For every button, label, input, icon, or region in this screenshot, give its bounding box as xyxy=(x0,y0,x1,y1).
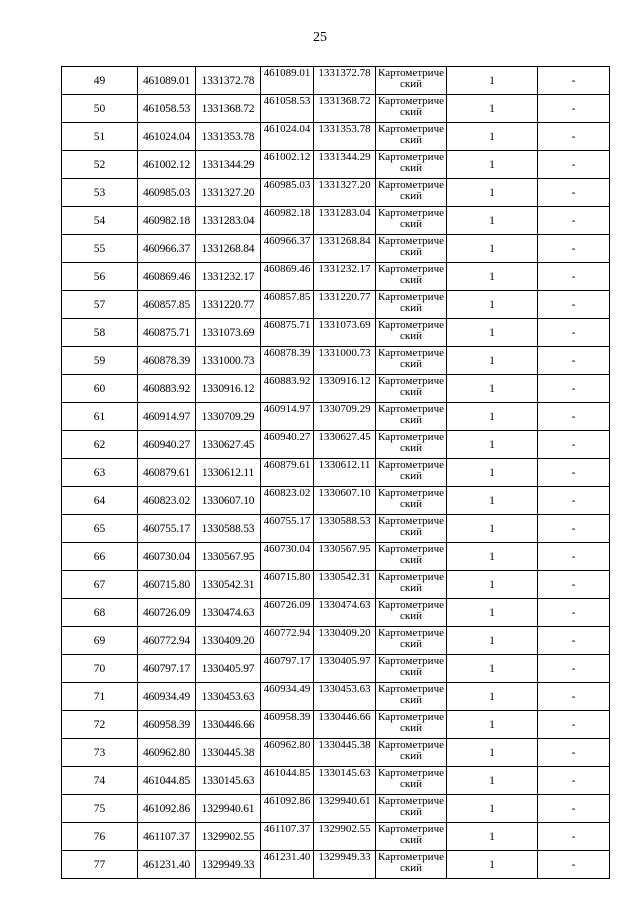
accuracy-cell: 1 xyxy=(447,487,538,515)
table-row xyxy=(62,319,610,347)
accuracy-cell: 1 xyxy=(447,515,538,543)
y-coordinate-existing-cell: 1329940.61 xyxy=(314,795,376,823)
table-row xyxy=(62,431,610,459)
y-coordinate-cell: 1330627.45 xyxy=(196,431,261,459)
x-coordinate-existing-cell: 460715.80 xyxy=(261,571,314,599)
y-coordinate-cell: 1329949.33 xyxy=(196,851,261,879)
note-cell: - xyxy=(538,795,610,823)
y-coordinate-existing-cell: 1331073.69 xyxy=(314,319,376,347)
method-cell: Картометрический xyxy=(376,767,447,795)
x-coordinate-cell: 461024.04 xyxy=(138,123,196,151)
method-cell: Картометрический xyxy=(376,543,447,571)
x-coordinate-existing-cell: 460914.97 xyxy=(261,403,314,431)
accuracy-cell: 1 xyxy=(447,375,538,403)
x-coordinate-cell: 460940.27 xyxy=(138,431,196,459)
x-coordinate-cell: 461002.12 xyxy=(138,151,196,179)
y-coordinate-existing-cell: 1330916.12 xyxy=(314,375,376,403)
note-cell: - xyxy=(538,487,610,515)
x-coordinate-cell: 460772.94 xyxy=(138,627,196,655)
table-row xyxy=(62,711,610,739)
y-coordinate-existing-cell: 1330409.20 xyxy=(314,627,376,655)
note-cell: - xyxy=(538,263,610,291)
note-cell: - xyxy=(538,739,610,767)
y-coordinate-existing-cell: 1330446.66 xyxy=(314,711,376,739)
table-row xyxy=(62,235,610,263)
method-cell: Картометрический xyxy=(376,319,447,347)
point-number-cell: 52 xyxy=(62,151,138,179)
x-coordinate-existing-cell: 460875.71 xyxy=(261,319,314,347)
point-number-cell: 55 xyxy=(62,235,138,263)
x-coordinate-cell: 460857.85 xyxy=(138,291,196,319)
note-cell: - xyxy=(538,67,610,95)
table-row xyxy=(62,767,610,795)
x-coordinate-existing-cell: 460726.09 xyxy=(261,599,314,627)
table-row xyxy=(62,95,610,123)
x-coordinate-existing-cell: 460985.03 xyxy=(261,179,314,207)
y-coordinate-existing-cell: 1331268.84 xyxy=(314,235,376,263)
point-number-cell: 49 xyxy=(62,67,138,95)
table-row xyxy=(62,683,610,711)
y-coordinate-existing-cell: 1331353.78 xyxy=(314,123,376,151)
x-coordinate-cell: 461044.85 xyxy=(138,767,196,795)
y-coordinate-existing-cell: 1331372.78 xyxy=(314,67,376,95)
point-number-cell: 62 xyxy=(62,431,138,459)
x-coordinate-cell: 460823.02 xyxy=(138,487,196,515)
point-number-cell: 64 xyxy=(62,487,138,515)
method-cell: Картометрический xyxy=(376,515,447,543)
accuracy-cell: 1 xyxy=(447,67,538,95)
point-number-cell: 57 xyxy=(62,291,138,319)
point-number-cell: 71 xyxy=(62,683,138,711)
y-coordinate-cell: 1330916.12 xyxy=(196,375,261,403)
method-cell: Картометрический xyxy=(376,571,447,599)
x-coordinate-cell: 460962.80 xyxy=(138,739,196,767)
x-coordinate-cell: 461089.01 xyxy=(138,67,196,95)
x-coordinate-cell: 460878.39 xyxy=(138,347,196,375)
note-cell: - xyxy=(538,347,610,375)
y-coordinate-cell: 1331368.72 xyxy=(196,95,261,123)
y-coordinate-cell: 1331268.84 xyxy=(196,235,261,263)
y-coordinate-existing-cell: 1331344.29 xyxy=(314,151,376,179)
method-cell: Картометрический xyxy=(376,95,447,123)
y-coordinate-cell: 1330607.10 xyxy=(196,487,261,515)
accuracy-cell: 1 xyxy=(447,823,538,851)
x-coordinate-existing-cell: 461044.85 xyxy=(261,767,314,795)
y-coordinate-existing-cell: 1330453.63 xyxy=(314,683,376,711)
x-coordinate-cell: 460966.37 xyxy=(138,235,196,263)
table-row xyxy=(62,291,610,319)
y-coordinate-cell: 1330542.31 xyxy=(196,571,261,599)
x-coordinate-existing-cell: 460857.85 xyxy=(261,291,314,319)
y-coordinate-existing-cell: 1330567.95 xyxy=(314,543,376,571)
note-cell: - xyxy=(538,571,610,599)
y-coordinate-cell: 1331372.78 xyxy=(196,67,261,95)
accuracy-cell: 1 xyxy=(447,795,538,823)
point-number-cell: 73 xyxy=(62,739,138,767)
page-number: 25 xyxy=(313,30,327,45)
method-cell: Картометрический xyxy=(376,851,447,879)
accuracy-cell: 1 xyxy=(447,767,538,795)
point-number-cell: 74 xyxy=(62,767,138,795)
y-coordinate-cell: 1330612.11 xyxy=(196,459,261,487)
y-coordinate-cell: 1330453.63 xyxy=(196,683,261,711)
y-coordinate-cell: 1331000.73 xyxy=(196,347,261,375)
point-number-cell: 70 xyxy=(62,655,138,683)
method-cell: Картометрический xyxy=(376,123,447,151)
point-number-cell: 63 xyxy=(62,459,138,487)
y-coordinate-cell: 1331344.29 xyxy=(196,151,261,179)
accuracy-cell: 1 xyxy=(447,291,538,319)
y-coordinate-existing-cell: 1330405.97 xyxy=(314,655,376,683)
x-coordinate-existing-cell: 461107.37 xyxy=(261,823,314,851)
table-row xyxy=(62,739,610,767)
table-row xyxy=(62,851,610,879)
y-coordinate-cell: 1331073.69 xyxy=(196,319,261,347)
table-row xyxy=(62,627,610,655)
method-cell: Картометрический xyxy=(376,683,447,711)
note-cell: - xyxy=(538,767,610,795)
accuracy-cell: 1 xyxy=(447,459,538,487)
x-coordinate-cell: 460730.04 xyxy=(138,543,196,571)
coordinates-table xyxy=(61,66,610,879)
table-row xyxy=(62,151,610,179)
x-coordinate-existing-cell: 460966.37 xyxy=(261,235,314,263)
point-number-cell: 53 xyxy=(62,179,138,207)
y-coordinate-existing-cell: 1331000.73 xyxy=(314,347,376,375)
x-coordinate-cell: 460879.61 xyxy=(138,459,196,487)
point-number-cell: 50 xyxy=(62,95,138,123)
point-number-cell: 68 xyxy=(62,599,138,627)
y-coordinate-existing-cell: 1329949.33 xyxy=(314,851,376,879)
y-coordinate-existing-cell: 1330474.63 xyxy=(314,599,376,627)
note-cell: - xyxy=(538,207,610,235)
y-coordinate-cell: 1331220.77 xyxy=(196,291,261,319)
method-cell: Картометрический xyxy=(376,823,447,851)
y-coordinate-existing-cell: 1330145.63 xyxy=(314,767,376,795)
y-coordinate-existing-cell: 1330627.45 xyxy=(314,431,376,459)
x-coordinate-cell: 461231.40 xyxy=(138,851,196,879)
y-coordinate-cell: 1330405.97 xyxy=(196,655,261,683)
x-coordinate-existing-cell: 460940.27 xyxy=(261,431,314,459)
table-row xyxy=(62,655,610,683)
accuracy-cell: 1 xyxy=(447,711,538,739)
y-coordinate-cell: 1330474.63 xyxy=(196,599,261,627)
y-coordinate-existing-cell: 1331232.17 xyxy=(314,263,376,291)
x-coordinate-existing-cell: 460958.39 xyxy=(261,711,314,739)
x-coordinate-existing-cell: 461024.04 xyxy=(261,123,314,151)
point-number-cell: 65 xyxy=(62,515,138,543)
table-row xyxy=(62,347,610,375)
x-coordinate-cell: 460914.97 xyxy=(138,403,196,431)
method-cell: Картометрический xyxy=(376,375,447,403)
coordinates-table-body xyxy=(62,67,610,879)
accuracy-cell: 1 xyxy=(447,627,538,655)
note-cell: - xyxy=(538,823,610,851)
note-cell: - xyxy=(538,319,610,347)
table-row xyxy=(62,263,610,291)
method-cell: Картометрический xyxy=(376,459,447,487)
y-coordinate-cell: 1331283.04 xyxy=(196,207,261,235)
table-row xyxy=(62,823,610,851)
accuracy-cell: 1 xyxy=(447,543,538,571)
accuracy-cell: 1 xyxy=(447,739,538,767)
x-coordinate-existing-cell: 460962.80 xyxy=(261,739,314,767)
note-cell: - xyxy=(538,543,610,571)
note-cell: - xyxy=(538,683,610,711)
note-cell: - xyxy=(538,375,610,403)
accuracy-cell: 1 xyxy=(447,655,538,683)
accuracy-cell: 1 xyxy=(447,263,538,291)
point-number-cell: 75 xyxy=(62,795,138,823)
note-cell: - xyxy=(538,599,610,627)
x-coordinate-cell: 460755.17 xyxy=(138,515,196,543)
point-number-cell: 56 xyxy=(62,263,138,291)
method-cell: Картометрический xyxy=(376,655,447,683)
point-number-cell: 58 xyxy=(62,319,138,347)
y-coordinate-cell: 1329940.61 xyxy=(196,795,261,823)
method-cell: Картометрический xyxy=(376,235,447,263)
x-coordinate-existing-cell: 460934.49 xyxy=(261,683,314,711)
note-cell: - xyxy=(538,711,610,739)
accuracy-cell: 1 xyxy=(447,235,538,263)
point-number-cell: 67 xyxy=(62,571,138,599)
x-coordinate-cell: 460883.92 xyxy=(138,375,196,403)
note-cell: - xyxy=(538,151,610,179)
y-coordinate-existing-cell: 1330612.11 xyxy=(314,459,376,487)
method-cell: Картометрический xyxy=(376,67,447,95)
y-coordinate-existing-cell: 1330445.38 xyxy=(314,739,376,767)
point-number-cell: 76 xyxy=(62,823,138,851)
x-coordinate-cell: 460715.80 xyxy=(138,571,196,599)
method-cell: Картометрический xyxy=(376,739,447,767)
method-cell: Картометрический xyxy=(376,347,447,375)
x-coordinate-existing-cell: 461092.86 xyxy=(261,795,314,823)
table-row xyxy=(62,571,610,599)
accuracy-cell: 1 xyxy=(447,683,538,711)
table-row xyxy=(62,487,610,515)
y-coordinate-existing-cell: 1330542.31 xyxy=(314,571,376,599)
y-coordinate-existing-cell: 1331283.04 xyxy=(314,207,376,235)
x-coordinate-cell: 460958.39 xyxy=(138,711,196,739)
y-coordinate-existing-cell: 1331327.20 xyxy=(314,179,376,207)
point-number-cell: 54 xyxy=(62,207,138,235)
note-cell: - xyxy=(538,431,610,459)
accuracy-cell: 1 xyxy=(447,319,538,347)
x-coordinate-existing-cell: 460878.39 xyxy=(261,347,314,375)
note-cell: - xyxy=(538,655,610,683)
method-cell: Картометрический xyxy=(376,627,447,655)
note-cell: - xyxy=(538,235,610,263)
table-row xyxy=(62,375,610,403)
table-row xyxy=(62,123,610,151)
note-cell: - xyxy=(538,459,610,487)
point-number-cell: 72 xyxy=(62,711,138,739)
x-coordinate-existing-cell: 460982.18 xyxy=(261,207,314,235)
note-cell: - xyxy=(538,515,610,543)
x-coordinate-cell: 460982.18 xyxy=(138,207,196,235)
y-coordinate-cell: 1331353.78 xyxy=(196,123,261,151)
method-cell: Картометрический xyxy=(376,599,447,627)
x-coordinate-cell: 460875.71 xyxy=(138,319,196,347)
method-cell: Картометрический xyxy=(376,179,447,207)
table-row xyxy=(62,67,610,95)
method-cell: Картометрический xyxy=(376,207,447,235)
accuracy-cell: 1 xyxy=(447,403,538,431)
y-coordinate-cell: 1330445.38 xyxy=(196,739,261,767)
y-coordinate-cell: 1330588.53 xyxy=(196,515,261,543)
note-cell: - xyxy=(538,179,610,207)
table-row xyxy=(62,207,610,235)
accuracy-cell: 1 xyxy=(447,123,538,151)
x-coordinate-existing-cell: 461002.12 xyxy=(261,151,314,179)
x-coordinate-existing-cell: 461089.01 xyxy=(261,67,314,95)
point-number-cell: 77 xyxy=(62,851,138,879)
x-coordinate-cell: 460985.03 xyxy=(138,179,196,207)
x-coordinate-cell: 460869.46 xyxy=(138,263,196,291)
note-cell: - xyxy=(538,95,610,123)
point-number-cell: 59 xyxy=(62,347,138,375)
accuracy-cell: 1 xyxy=(447,179,538,207)
x-coordinate-cell: 461092.86 xyxy=(138,795,196,823)
x-coordinate-existing-cell: 461231.40 xyxy=(261,851,314,879)
x-coordinate-existing-cell: 460869.46 xyxy=(261,263,314,291)
table-row xyxy=(62,515,610,543)
x-coordinate-cell: 460797.17 xyxy=(138,655,196,683)
x-coordinate-existing-cell: 460730.04 xyxy=(261,543,314,571)
x-coordinate-existing-cell: 460879.61 xyxy=(261,459,314,487)
method-cell: Картометрический xyxy=(376,403,447,431)
y-coordinate-cell: 1330446.66 xyxy=(196,711,261,739)
y-coordinate-existing-cell: 1329902.55 xyxy=(314,823,376,851)
note-cell: - xyxy=(538,851,610,879)
x-coordinate-existing-cell: 460823.02 xyxy=(261,487,314,515)
note-cell: - xyxy=(538,627,610,655)
y-coordinate-cell: 1331327.20 xyxy=(196,179,261,207)
table-row xyxy=(62,179,610,207)
accuracy-cell: 1 xyxy=(447,95,538,123)
point-number-cell: 51 xyxy=(62,123,138,151)
y-coordinate-existing-cell: 1330709.29 xyxy=(314,403,376,431)
x-coordinate-existing-cell: 460755.17 xyxy=(261,515,314,543)
y-coordinate-cell: 1330409.20 xyxy=(196,627,261,655)
table-row xyxy=(62,795,610,823)
y-coordinate-cell: 1330567.95 xyxy=(196,543,261,571)
point-number-cell: 69 xyxy=(62,627,138,655)
y-coordinate-existing-cell: 1330607.10 xyxy=(314,487,376,515)
y-coordinate-existing-cell: 1330588.53 xyxy=(314,515,376,543)
method-cell: Картометрический xyxy=(376,151,447,179)
method-cell: Картометрический xyxy=(376,431,447,459)
method-cell: Картометрический xyxy=(376,291,447,319)
accuracy-cell: 1 xyxy=(447,207,538,235)
accuracy-cell: 1 xyxy=(447,599,538,627)
point-number-cell: 60 xyxy=(62,375,138,403)
point-number-cell: 61 xyxy=(62,403,138,431)
accuracy-cell: 1 xyxy=(447,347,538,375)
method-cell: Картометрический xyxy=(376,487,447,515)
x-coordinate-cell: 461107.37 xyxy=(138,823,196,851)
x-coordinate-existing-cell: 460797.17 xyxy=(261,655,314,683)
y-coordinate-cell: 1329902.55 xyxy=(196,823,261,851)
note-cell: - xyxy=(538,123,610,151)
method-cell: Картометрический xyxy=(376,711,447,739)
x-coordinate-cell: 461058.53 xyxy=(138,95,196,123)
method-cell: Картометрический xyxy=(376,263,447,291)
x-coordinate-cell: 460726.09 xyxy=(138,599,196,627)
y-coordinate-existing-cell: 1331368.72 xyxy=(314,95,376,123)
accuracy-cell: 1 xyxy=(447,431,538,459)
x-coordinate-existing-cell: 460772.94 xyxy=(261,627,314,655)
method-cell: Картометрический xyxy=(376,795,447,823)
y-coordinate-cell: 1330709.29 xyxy=(196,403,261,431)
accuracy-cell: 1 xyxy=(447,851,538,879)
point-number-cell: 66 xyxy=(62,543,138,571)
y-coordinate-existing-cell: 1331220.77 xyxy=(314,291,376,319)
x-coordinate-existing-cell: 460883.92 xyxy=(261,375,314,403)
accuracy-cell: 1 xyxy=(447,151,538,179)
table-row xyxy=(62,543,610,571)
note-cell: - xyxy=(538,403,610,431)
table-row xyxy=(62,459,610,487)
y-coordinate-cell: 1330145.63 xyxy=(196,767,261,795)
x-coordinate-existing-cell: 461058.53 xyxy=(261,95,314,123)
table-row xyxy=(62,599,610,627)
y-coordinate-cell: 1331232.17 xyxy=(196,263,261,291)
x-coordinate-cell: 460934.49 xyxy=(138,683,196,711)
table-row xyxy=(62,403,610,431)
accuracy-cell: 1 xyxy=(447,571,538,599)
note-cell: - xyxy=(538,291,610,319)
